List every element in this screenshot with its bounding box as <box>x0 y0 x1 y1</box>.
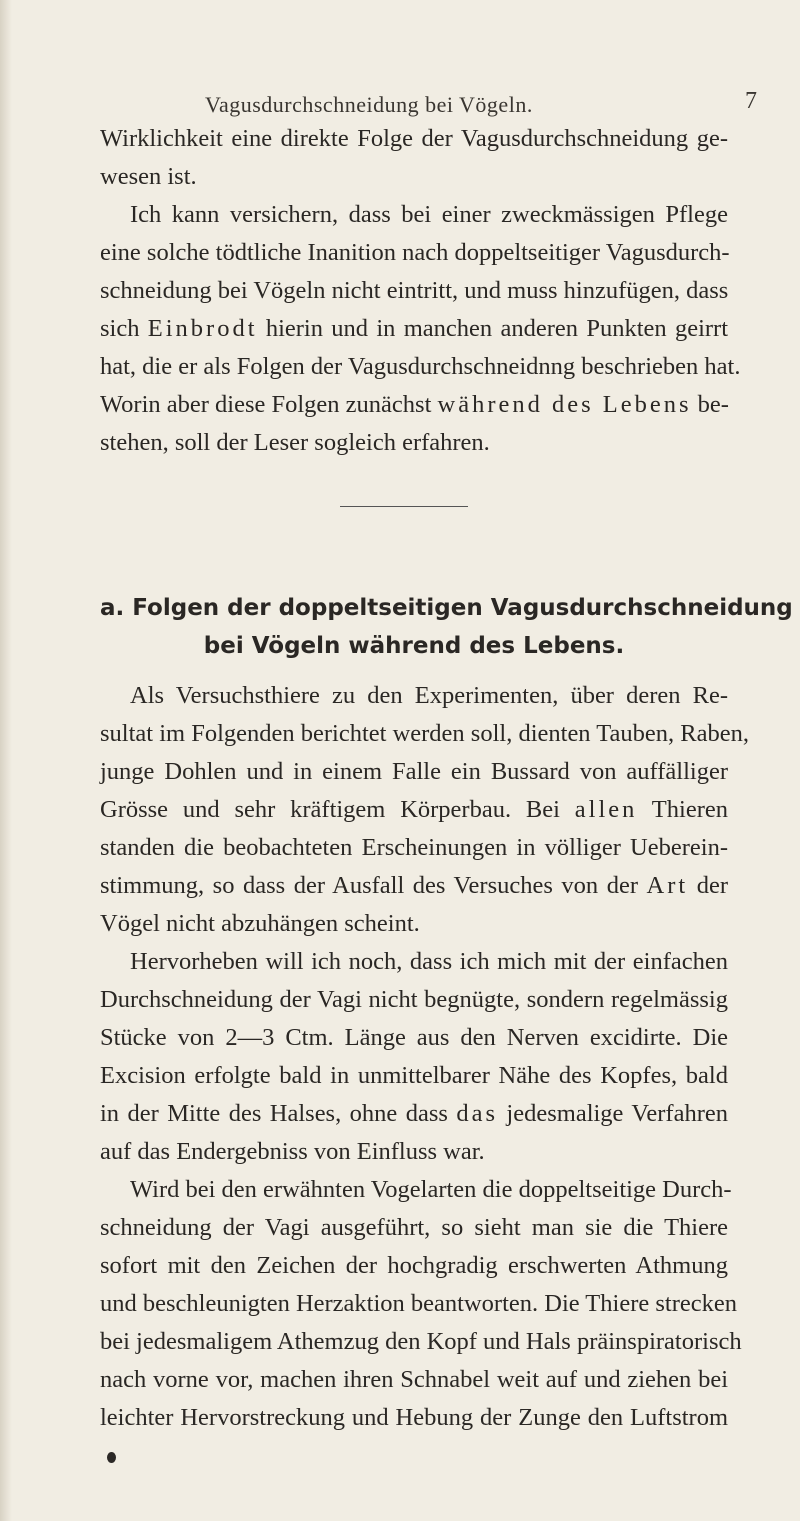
page-number: 7 <box>745 88 757 114</box>
paragraph-breathing <box>100 1171 742 1437</box>
text-line: junge Dohlen und in einem Falle ein Bussard von auffälliger <box>100 758 728 785</box>
text-fragment: Grösse und sehr kräftigem Körperbau. Bei <box>100 796 575 823</box>
text-line: standen die beobachteten Erscheinungen in völliger Ueberein- <box>100 834 728 861</box>
text-line <box>100 791 728 829</box>
running-title: Vagusdurchschneidung bei Vögeln. <box>205 92 533 117</box>
text-fragment: stimmung, so dass der Ausfall des Versuches von der <box>100 872 647 899</box>
text-line: sultat im Folgenden berichtet werden soll, dienten Tauben, Raben, <box>100 720 749 747</box>
author-name-spaced: Einbrodt <box>147 315 258 342</box>
text-line: Hervorheben will ich noch, dass ich mich mit der einfachen <box>130 948 728 975</box>
text-line: hat, die er als Folgen der Vagusdurchschneidnng beschrieben hat. <box>100 353 741 380</box>
text-line: schneidung bei Vögeln nicht eintritt, und muss hinzufügen, dass <box>100 277 729 304</box>
paragraph-excision <box>100 943 728 1171</box>
text-line: schneidung der Vagi ausgeführt, so sieht man sie die Thiere <box>100 1214 728 1241</box>
text-line: sofort mit den Zeichen der hochgradig erschwerten Athmung <box>100 1252 728 1279</box>
text-fragment: in der Mitte des Halses, ohne dass <box>100 1100 457 1127</box>
text-line: wesen ist. <box>100 163 197 190</box>
text-line <box>100 386 728 424</box>
paragraph-experiments <box>100 677 749 943</box>
text-line: und beschleunigten Herzaktion beantworten. Die Thiere strecken <box>100 1290 737 1317</box>
text-fragment: hierin und in manchen anderen Punkten geirrt <box>257 315 728 342</box>
text-line <box>100 310 728 348</box>
heading-line: a. Folgen der doppeltseitigen Vagusdurchschneidung <box>100 595 793 621</box>
text-line <box>100 1095 728 1133</box>
text-line: Stücke von 2—3 Ctm. Länge aus den Nerven excidirte. Die <box>100 1024 728 1051</box>
text-line: bei jedesmaligem Athemzug den Kopf und Hals präinspiratorisch <box>100 1328 742 1355</box>
emphasis-spaced: allen <box>574 796 638 823</box>
heading-line: bei Vögeln während des Lebens. <box>203 633 625 659</box>
paragraph-inanition <box>100 196 741 462</box>
page-binding-shadow <box>0 0 12 1521</box>
text-line: nach vorne vor, machen ihren Schnabel weit auf und ziehen bei <box>100 1366 728 1393</box>
text-line: Durchschneidung der Vagi nicht begnügte, sondern regelmässig <box>100 986 728 1013</box>
text-fragment: jedesmalige Verfahren <box>498 1100 728 1127</box>
text-fragment: Worin aber diese Folgen zunächst <box>100 391 438 418</box>
text-line: auf das Endergebniss von Einfluss war. <box>100 1138 485 1165</box>
section-divider <box>340 506 468 507</box>
text-fragment: sich <box>100 315 148 342</box>
text-line: Excision erfolgte bald in unmittelbarer Nähe des Kopfes, bald <box>100 1062 728 1089</box>
text-line: eine solche tödtliche Inanition nach doppeltseitiger Vagusdurch- <box>100 239 730 266</box>
text-line: Wirklichkeit eine direkte Folge der Vagusdurchschneidung ge- <box>100 125 728 152</box>
text-fragment: Thieren <box>637 796 728 823</box>
paragraph-continuation <box>100 120 728 196</box>
emphasis-spaced: das <box>456 1100 498 1127</box>
ink-spot <box>107 1452 116 1463</box>
text-line <box>100 867 728 905</box>
text-fragment: be- <box>691 391 729 418</box>
text-line: stehen, soll der Leser sogleich erfahren. <box>100 429 490 456</box>
text-line: Vögel nicht abzuhängen scheint. <box>100 910 420 937</box>
section-heading <box>100 589 793 665</box>
text-line: Wird bei den erwähnten Vogelarten die doppeltseitige Durch- <box>130 1176 732 1203</box>
text-line: Als Versuchsthiere zu den Experimenten, über deren Re- <box>130 682 728 709</box>
text-fragment: der <box>688 872 728 899</box>
text-line: Ich kann versichern, dass bei einer zweckmässigen Pflege <box>130 201 728 228</box>
emphasis-spaced: während des Lebens <box>437 391 692 418</box>
text-line: leichter Hervorstreckung und Hebung der Zunge den Luftstrom <box>100 1404 728 1431</box>
emphasis-spaced: Art <box>646 872 689 899</box>
